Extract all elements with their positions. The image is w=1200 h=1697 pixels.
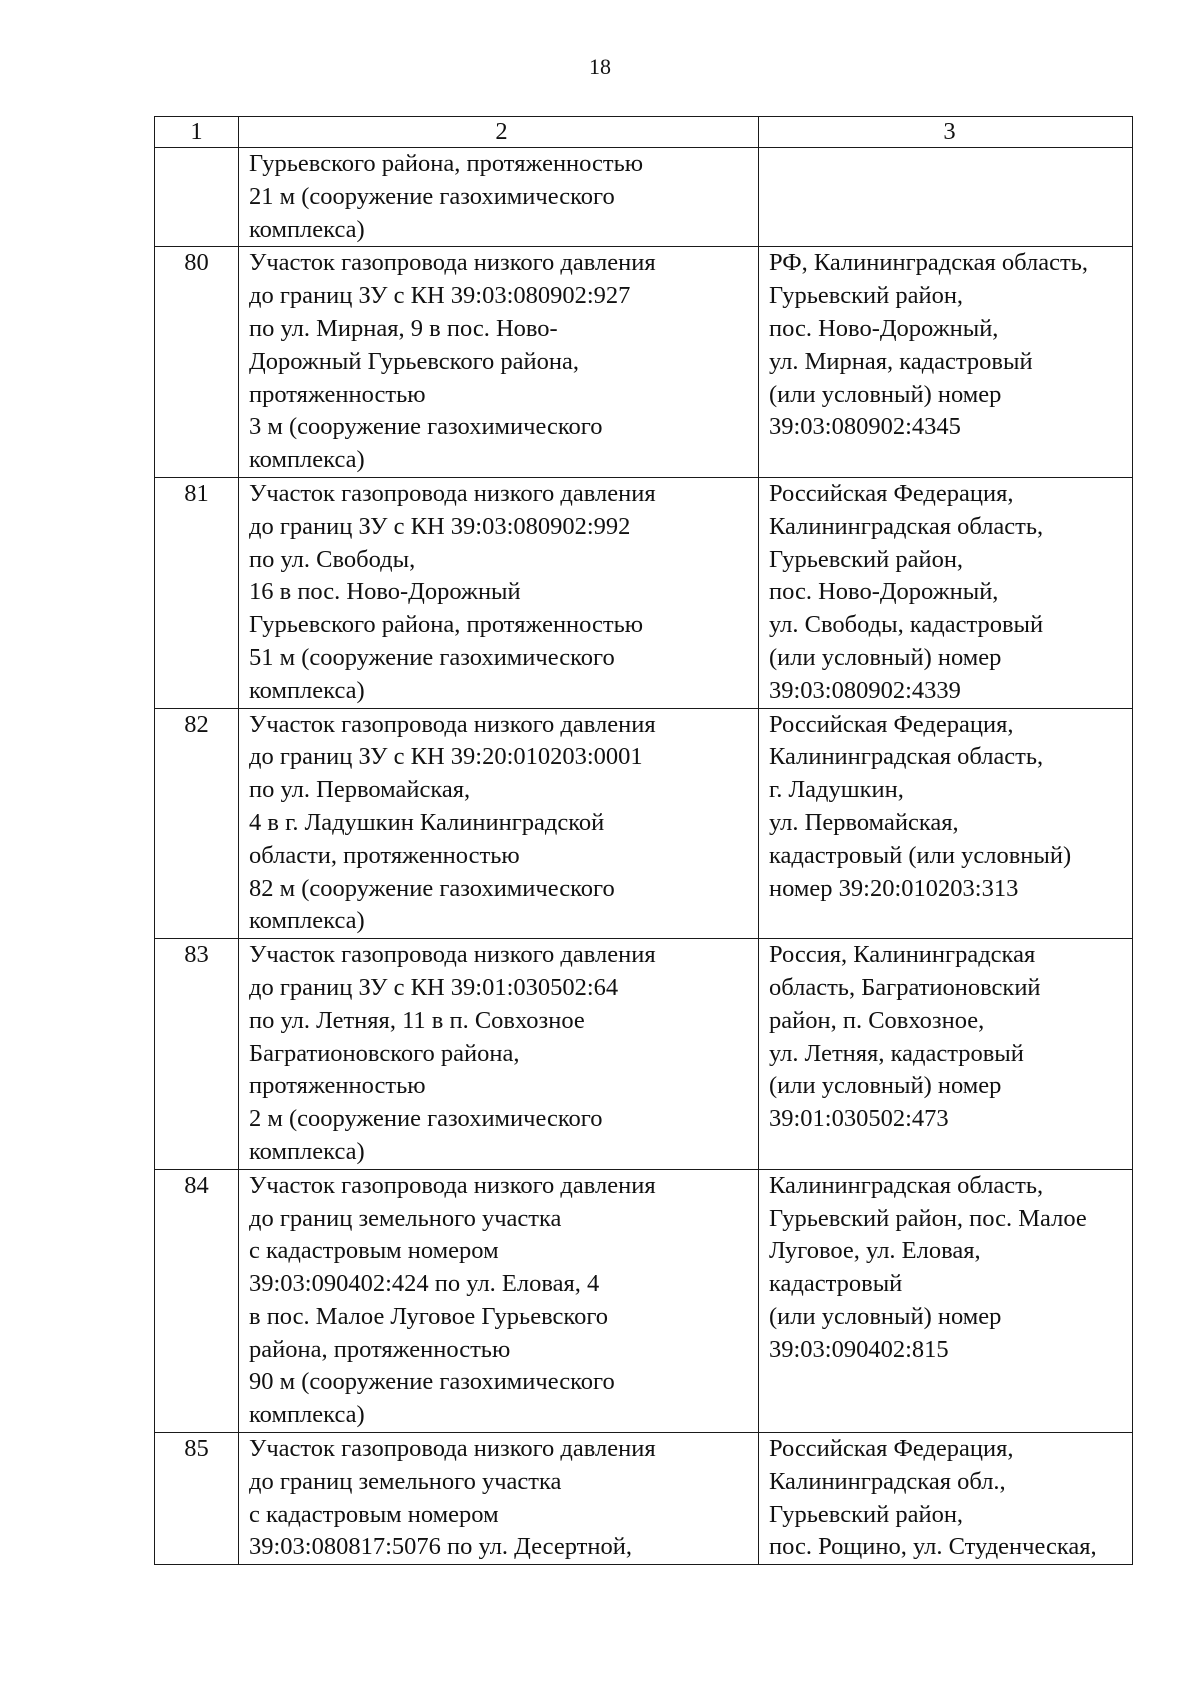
address-cell [759,477,1133,708]
address-line: пос. Рощино, ул. Студенческая, [769,1533,1097,1561]
description-line: Участок газопровода низкого давления [249,941,656,969]
description-line: до границ ЗУ с КН 39:03:080902:927 [249,282,631,310]
description-line: Дорожный Гурьевского района, [249,347,579,375]
address-line: Гурьевский район, пос. Малое [769,1204,1087,1232]
header-cell-1: 1 [155,117,239,148]
description-line: 82 м (сооружение газохимического [249,874,615,902]
address-line: Россия, Калининградская [769,941,1036,969]
address-line: ул. Свободы, кадастровый [769,611,1044,639]
description-line: по ул. Первомайская, [249,776,471,804]
description-line: Участок газопровода низкого давления [249,249,656,277]
description-line: по ул. Свободы, [249,545,416,573]
description-line: комплекса) [249,907,365,935]
table-row [155,1433,1133,1565]
table-row [155,148,1133,247]
description-line: до границ ЗУ с КН 39:03:080902:992 [249,512,631,540]
description-cell [239,148,759,247]
description-line: Гурьевского района, протяженностью [249,150,644,177]
description-line: 21 м (сооружение газохимического [249,182,615,210]
address-line: кадастровый (или условный) [769,841,1072,869]
description-line: протяженностью [249,380,426,408]
address-line: ул. Мирная, кадастровый [769,347,1033,375]
table-row [155,939,1133,1170]
description-line: в пос. Малое Луговое Гурьевского [249,1302,609,1330]
description-line: протяженностью [249,1072,426,1100]
address-line: 39:03:090402:815 [769,1335,949,1363]
description-line: 16 в пос. Ново-Дорожный [249,578,521,606]
description-line: 39:03:090402:424 по ул. Еловая, 4 [249,1270,600,1298]
address-line: Российская Федерация, [769,479,1014,507]
address-line: г. Ладушкин, [769,776,904,804]
description-line: 2 м (сооружение газохимического [249,1105,603,1133]
description-line: Участок газопровода низкого давления [249,1435,656,1463]
description-cell [239,1169,759,1432]
registry-table [154,116,1133,1565]
description-cell [239,939,759,1170]
address-cell [759,1433,1133,1565]
description-line: комплекса) [249,1401,365,1429]
description-line: Багратионовского района, [249,1039,520,1067]
address-cell [759,148,1133,247]
address-cell [759,1169,1133,1432]
address-line: пос. Ново-Дорожный, [769,314,999,342]
description-line: до границ ЗУ с КН 39:20:010203:0001 [249,743,643,771]
description-line: до границ земельного участка [249,1204,562,1232]
row-number-cell: 80 [155,247,239,478]
address-cell [759,939,1133,1170]
row-number-cell: 82 [155,708,239,939]
description-line: до границ ЗУ с КН 39:01:030502:64 [249,973,619,1001]
address-line: (или условный) номер [769,643,1002,671]
address-line: область, Багратионовский [769,973,1041,1001]
description-line: Участок газопровода низкого давления [249,710,656,738]
description-cell [239,247,759,478]
address-line: Российская Федерация, [769,710,1014,738]
description-line: комплекса) [249,1137,365,1165]
address-cell [759,247,1133,478]
address-line: 39:03:080902:4339 [769,676,961,704]
page-number: 18 [589,54,611,79]
address-line: РФ, Калининградская область, [769,249,1088,277]
description-line: комплекса) [249,446,365,474]
address-line: Гурьевский район, [769,282,964,310]
table-row [155,1169,1133,1432]
description-line: с кадастровым номером [249,1500,499,1528]
description-line: 39:03:080817:5076 по ул. Десертной, [249,1533,632,1561]
description-line: района, протяженностью [249,1335,511,1363]
description-line: 51 м (сооружение газохимического [249,643,615,671]
address-line: Гурьевский район, [769,545,964,573]
address-line: Калининградская обл., [769,1467,1006,1495]
row-number-cell: 84 [155,1169,239,1432]
address-line: 39:01:030502:473 [769,1105,949,1133]
description-line: по ул. Мирная, 9 в пос. Ново- [249,314,558,342]
address-line: 39:03:080902:4345 [769,413,961,441]
description-line: Участок газопровода низкого давления [249,479,656,507]
table-header-row [155,117,1133,148]
row-number-cell: 83 [155,939,239,1170]
description-line: 3 м (сооружение газохимического [249,413,603,441]
description-cell [239,477,759,708]
description-line: с кадастровым номером [249,1237,499,1265]
description-line: 4 в г. Ладушкин Калининградской [249,808,605,836]
address-line: Российская Федерация, [769,1435,1014,1463]
address-line: Калининградская область, [769,512,1044,540]
address-line: ул. Летняя, кадастровый [769,1039,1024,1067]
description-cell [239,708,759,939]
table-row [155,477,1133,708]
address-line: район, п. Совхозное, [769,1006,985,1034]
description-cell [239,1433,759,1565]
address-line: (или условный) номер [769,1072,1002,1100]
address-line: (или условный) номер [769,1302,1002,1330]
description-line: по ул. Летняя, 11 в п. Совхозное [249,1006,585,1034]
address-line: (или условный) номер [769,380,1002,408]
header-cell-2: 2 [239,117,759,148]
description-line: комплекса) [249,676,365,704]
description-line: комплекса) [249,215,365,243]
table-body [155,117,1133,1565]
description-line: Участок газопровода низкого давления [249,1171,656,1199]
row-number-cell: 85 [155,1433,239,1565]
address-line: кадастровый [769,1270,903,1298]
address-line: Калининградская область, [769,1171,1044,1199]
description-line: области, протяженностью [249,841,520,869]
address-line: Луговое, ул. Еловая, [769,1237,981,1265]
description-line: Гурьевского района, протяженностью [249,611,644,639]
address-cell [759,708,1133,939]
address-line: Калининградская область, [769,743,1044,771]
row-number-cell [155,148,239,247]
table-row [155,247,1133,478]
address-line: ул. Первомайская, [769,808,959,836]
address-line: пос. Ново-Дорожный, [769,578,999,606]
row-number-cell: 81 [155,477,239,708]
address-line: Гурьевский район, [769,1500,964,1528]
header-cell-3: 3 [759,117,1133,148]
table-row [155,708,1133,939]
address-line: номер 39:20:010203:313 [769,874,1019,902]
description-line: до границ земельного участка [249,1467,562,1495]
description-line: 90 м (сооружение газохимического [249,1368,615,1396]
